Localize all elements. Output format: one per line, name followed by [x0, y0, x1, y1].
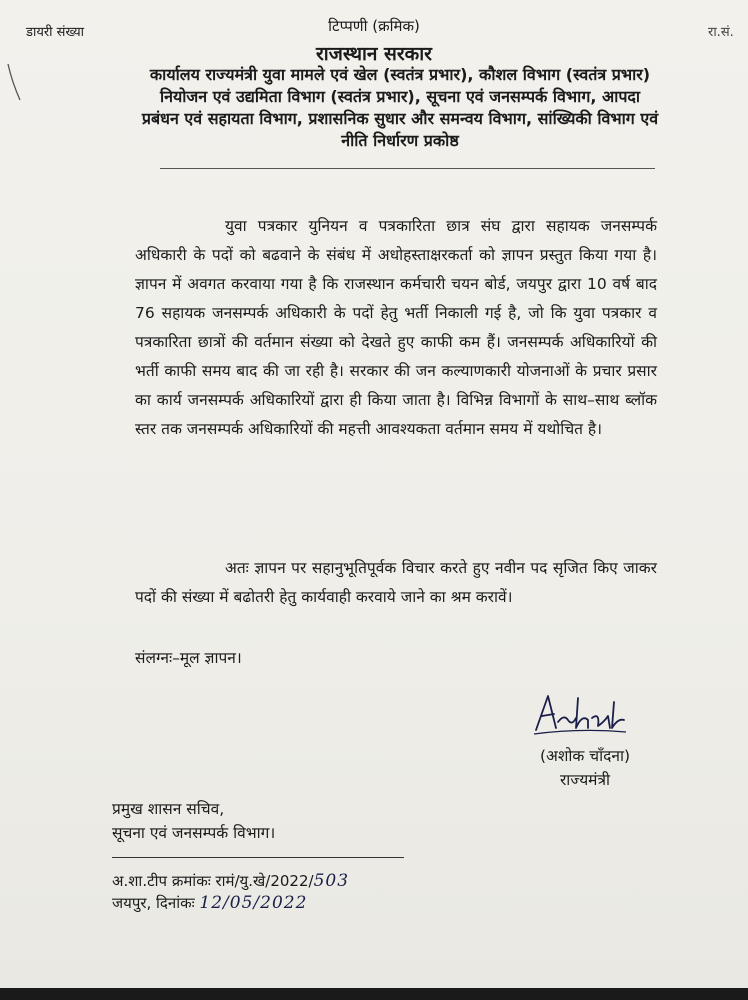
reference-number-label: अ.शा.टीप क्रमांकः रामं/यु.खे/2022/	[112, 872, 314, 890]
header-divider	[160, 168, 655, 169]
body-paragraph-1: युवा पत्रकार युनियन व पत्रकारिता छात्र संघ द्वारा सहायक जनसम्पर्क अधिकारी के पदों को बढवाने के संबंध में अधोहस्ताक्षरकर्ता को ज्ञापन प्रस्तुत किया गया है। ज्ञापन में अवगत करवाया गया है कि राजस्थान कर्मचारी चयन बोर्ड, जयपुर द्वारा 10 वर्ष बाद 76 सहायक जनसम्पर्क अधिकारी के पदों हेतु भर्ती निकाली गई है, जो कि युवा पत्रकार व पत्रकारिता छात्रों की वर्तमान संख्या को देखते हुए काफी कम हैं। जनसम्पर्क अधिकारियों की भर्ती काफी समय बाद की जा रही है। सरकार की जन कल्याणकारी योजनाओं के प्रचार प्रसार का कार्य जनसम्पर्क अधिकारियों द्वारा ही किया जाता है। विभिन्न विभागों के साथ–साथ ब्लॉक स्तर तक जनसम्पर्क अधिकारियों की महत्ती आवश्यकता वर्तमान समय में यथोचित है।	[135, 217, 657, 438]
reference-date-label: जयपुर, दिनांकः	[112, 894, 195, 912]
pen-mark-icon	[6, 62, 22, 102]
reference-block	[112, 870, 349, 914]
addressee-line-2: सूचना एवं जनसम्पर्क विभाग।	[112, 824, 276, 842]
note-title: टिप्पणी (क्रमिक)	[328, 17, 420, 35]
footer-divider	[112, 857, 404, 858]
register-label: रा.सं.	[708, 25, 734, 40]
addressee-block	[112, 797, 275, 845]
scan-edge-bar	[0, 988, 748, 1000]
reference-date-line	[112, 892, 349, 914]
office-description: कार्यालय राज्यमंत्री युवा मामले एवं खेल (स्वतंत्र प्रभार), कौशल विभाग (स्वतंत्र प्रभार) नियोजन एवं उद्यमिता विभाग (स्वतंत्र प्रभार), सूचना एवं जनसम्पर्क विभाग, आपदा प्रबंधन एवं सहायता विभाग, प्रशासनिक सुधार और समन्वय विभाग, सांख्यिकी विभाग एवं नीति निर्धारण प्रकोष्ठ	[141, 65, 659, 150]
signatory-name: (अशोक चाँदना)	[539, 747, 631, 765]
reference-number-line	[112, 870, 349, 892]
body-paragraph-2: अतः ज्ञापन पर सहानुभूतिपूर्वक विचार करते हुए नवीन पद सृजित किए जाकर पदों की संख्या में बढोतरी हेतु कार्यवाही करवाये जाने का श्रम करावें।	[135, 559, 657, 606]
signature-image	[530, 688, 630, 738]
addressee-line-1: प्रमुख शासन सचिव,	[112, 800, 225, 818]
diary-number-label: डायरी संख्या	[26, 25, 84, 40]
government-title: राजस्थान सरकार	[316, 43, 432, 65]
reference-number-handwritten: 503	[313, 871, 350, 891]
signatory-designation: राज्यमंत्री	[559, 771, 611, 789]
signatory-block	[520, 744, 650, 792]
reference-date-handwritten: 12/05/2022	[199, 893, 308, 913]
enclosure-note: संलग्नः–मूल ज्ञापन।	[135, 649, 242, 667]
